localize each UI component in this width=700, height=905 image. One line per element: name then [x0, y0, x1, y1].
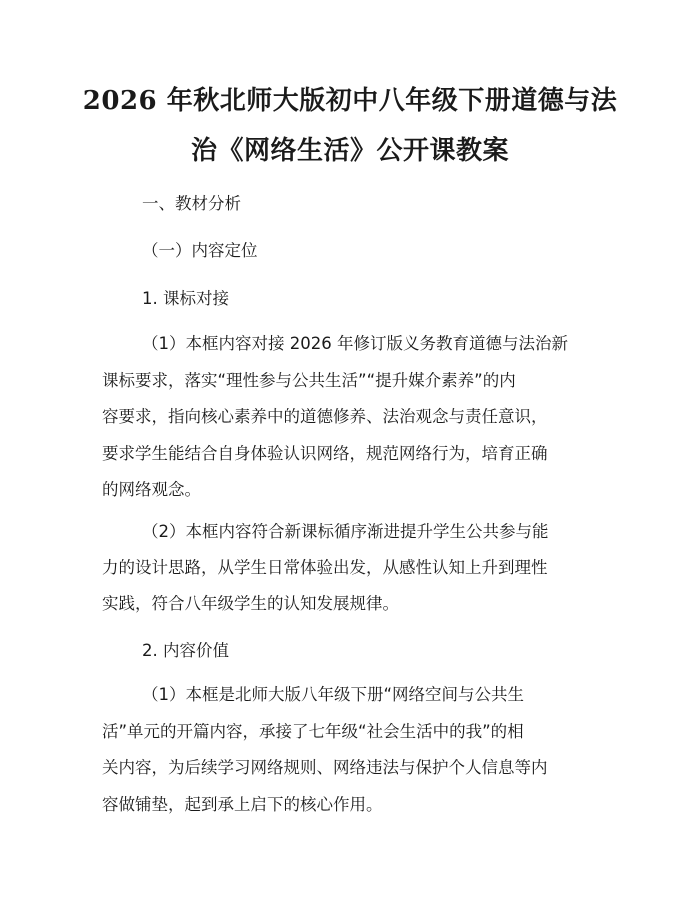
paragraph-line: 实践，符合八年级学生的认知发展规律。 — [102, 594, 399, 613]
paragraph-line: 容要求，指向核心素养中的道德修养、法治观念与责任意识， — [102, 407, 548, 426]
paragraph-line: 课标要求，落实“理性参与公共生活”“提升媒介素养”的内 — [102, 371, 516, 390]
paragraph-line: （1）本框是北师大版八年级下册“网络空间与公共生 — [142, 685, 525, 704]
section-heading-teaching-material-analysis: 一、教材分析 — [142, 194, 241, 213]
paragraph-line: 的网络观念。 — [102, 480, 201, 499]
paragraph-line: 活”单元的开篇内容，承接了七年级“社会生活中的我”的相 — [102, 722, 524, 741]
paragraph-line: 容做铺垫，起到承上启下的核心作用。 — [102, 795, 383, 814]
paragraph-line: 关内容，为后续学习网络规则、网络违法与保护个人信息等内 — [102, 758, 548, 777]
document-title-line-1: 2026 年秋北师大版初中八年级下册道德与法 — [82, 86, 618, 116]
paragraph-line: （1）本框内容对接 2026 年修订版义务教育道德与法治新 — [142, 334, 568, 353]
document-title-line-2: 治《网络生活》公开课教案 — [190, 136, 509, 166]
paragraph-line: 力的设计思路，从学生日常体验出发，从感性认知上升到理性 — [102, 558, 548, 577]
paragraph-line: 要求学生能结合自身体验认识网络，规范网络行为，培育正确 — [102, 444, 548, 463]
paragraph-line: （2）本框内容符合新课标循序渐进提升学生公共参与能 — [142, 522, 549, 541]
item-heading-curriculum-alignment: 1. 课标对接 — [142, 289, 229, 308]
item-heading-content-value: 2. 内容价值 — [142, 641, 229, 660]
subsection-heading-content-positioning: （一）内容定位 — [142, 241, 258, 260]
